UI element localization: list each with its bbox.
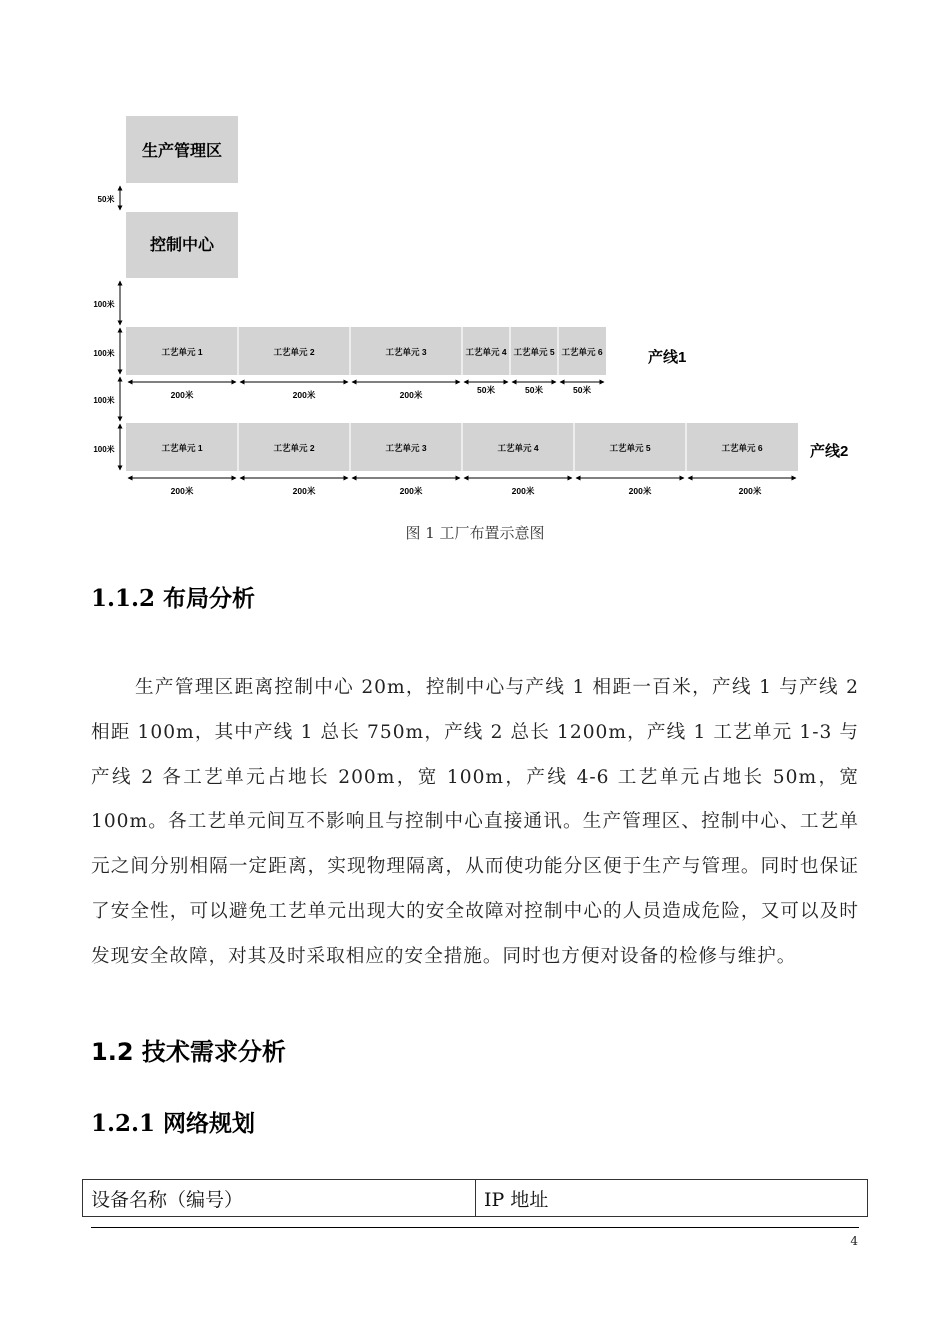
page-number: 4	[850, 1234, 858, 1248]
line2-len-2: 200米	[292, 486, 316, 496]
management-zone-label: 生产管理区	[141, 143, 223, 160]
line1-unit-2-label: 工艺单元 2	[273, 347, 315, 357]
table-row	[83, 1180, 868, 1217]
gap-control-line1-label: 100米	[93, 300, 115, 309]
line1-len-1: 200米	[170, 390, 194, 400]
line2-len-6: 200米	[738, 486, 762, 496]
line1-unit-4-label: 工艺单元 4	[465, 347, 507, 357]
table-header-device: 设备名称（编号）	[83, 1180, 476, 1217]
table-header-ip: IP 地址	[476, 1180, 868, 1217]
line1-len-4: 50米	[477, 385, 495, 395]
line2-len-3: 200米	[399, 486, 423, 496]
line1-len-6: 50米	[573, 385, 591, 395]
line2-len-1: 200米	[170, 486, 194, 496]
line1-unit-5-label: 工艺单元 5	[513, 347, 555, 357]
line2-len-4: 200米	[511, 486, 535, 496]
heading-layout-analysis: 1.1.2 布局分析	[91, 585, 256, 612]
control-center-label: 控制中心	[149, 237, 215, 254]
layout-paragraph: 生产管理区距离控制中心 20m，控制中心与产线 1 相距一百米，产线 1 与产线 2 相距 100m，其中产线 1 总长 750m，产线 2 总长 1200m，产线 1 工艺单元 1-3 与产线 2 各工艺单元占地长 200m，宽 100m，产线 4-6 工艺单元占地长 50m，宽 100m。各工艺单元间互不影响且与控制中心直接通讯。生产管理区、控制中心、工艺单元之间分别相隔一定距离，实现物理隔离，从而使功能分区便于生产与管理。同时也保证了安全性，可以避免工艺单元出现大的安全故障对控制中心的人员造成危险，又可以及时发现安全故障，对其及时采取相应的安全措施。同时也方便对设备的检修与维护。	[91, 677, 859, 967]
factory-layout-diagram	[0, 0, 950, 515]
line1-unit-3-label: 工艺单元 3	[385, 347, 427, 357]
line1-unit-1-label: 工艺单元 1	[161, 347, 203, 357]
line2-unit-4-label: 工艺单元 4	[497, 443, 539, 453]
line2-unit-6-label: 工艺单元 6	[721, 443, 763, 453]
line1-len-5: 50米	[525, 385, 543, 395]
line1-len-2: 200米	[292, 390, 316, 400]
line2-label: 产线2	[810, 443, 849, 460]
gap-lines-label: 100米	[93, 396, 115, 405]
line2-len-5: 200米	[628, 486, 652, 496]
footer-divider	[91, 1227, 859, 1228]
gap-mgmt-control-label: 50米	[97, 195, 115, 204]
line2-unit-2-label: 工艺单元 2	[273, 443, 315, 453]
network-table	[82, 1179, 868, 1217]
line2-unit-1-label: 工艺单元 1	[161, 443, 203, 453]
line1-label: 产线1	[648, 349, 687, 366]
line1-len-3: 200米	[399, 390, 423, 400]
figure-caption: 图 1 工厂布置示意图	[405, 524, 545, 542]
heading-tech-requirements: 1.2 技术需求分析	[91, 1038, 286, 1066]
line1-unit-6-label: 工艺单元 6	[561, 347, 603, 357]
line2-unit-5-label: 工艺单元 5	[609, 443, 651, 453]
line1-width-label: 100米	[93, 349, 115, 358]
line2-unit-3-label: 工艺单元 3	[385, 443, 427, 453]
heading-network-planning: 1.2.1 网络规划	[91, 1110, 256, 1137]
line2-width-label: 100米	[93, 445, 115, 454]
